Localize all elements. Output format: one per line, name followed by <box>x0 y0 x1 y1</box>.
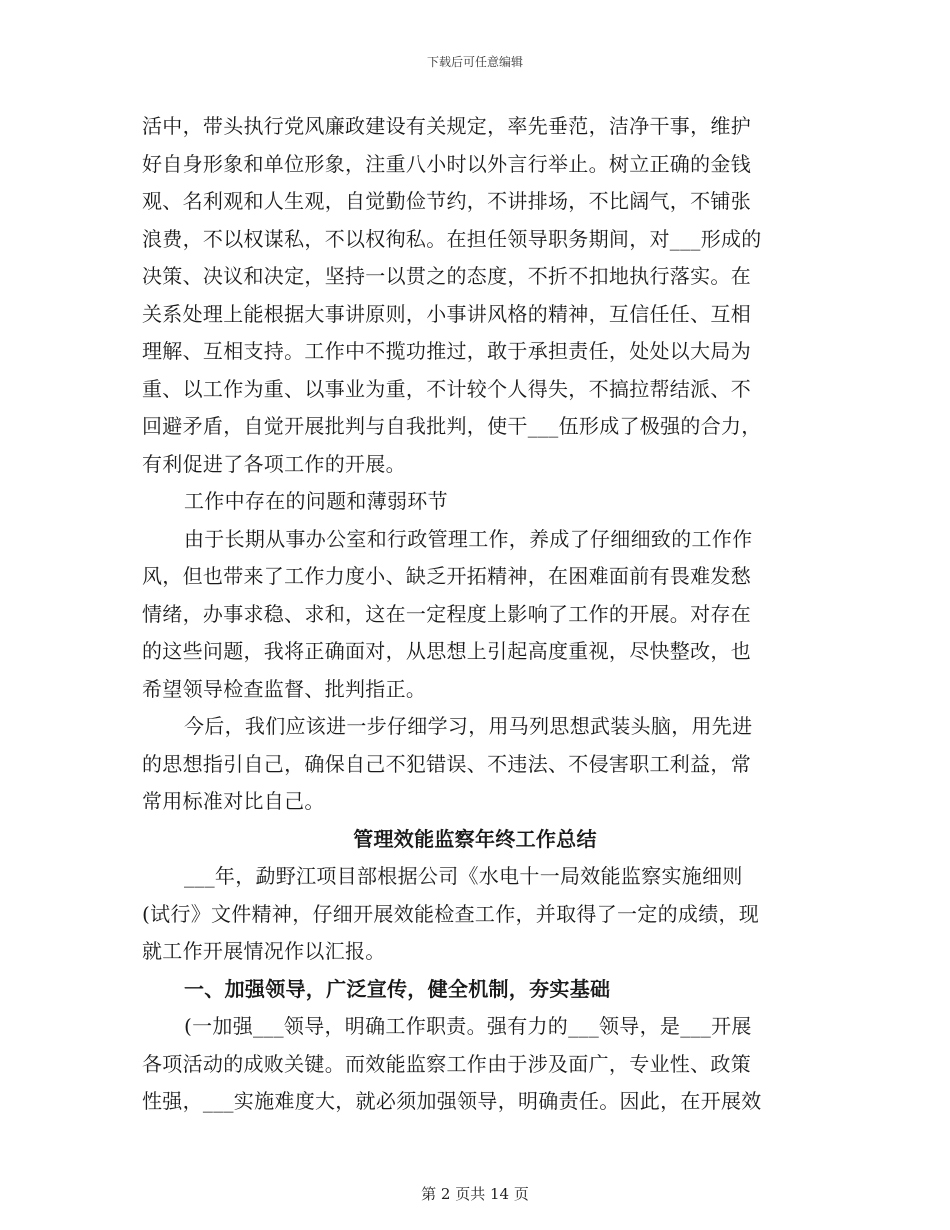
page-header: 下载后可任意编辑 <box>426 55 523 69</box>
text-line: 的这些问题，我将正确面对，从思想上引起高度重视，尽快整改，也 <box>142 639 751 663</box>
document-body <box>142 108 808 1121</box>
text-line: 就工作开展情况作以汇报。 <box>142 939 386 963</box>
text-line: ___年，勐野江项目部根据公司《水电十一局效能监察实施细则 <box>184 864 743 888</box>
text-line: 风，但也带来了工作力度小、缺乏开拓精神，在困难面前有畏难发愁 <box>142 564 751 588</box>
text-line: 活中，带头执行党风廉政建设有关规定，率先垂范，洁净干事，维护 <box>142 114 751 138</box>
text-line: 由于长期从事办公室和行政管理工作，养成了仔细细致的工作作 <box>184 526 753 551</box>
text-line: 常用标准对比自己。 <box>142 789 325 813</box>
text-line: 好自身形象和单位形象，注重八小时以外言行举止。树立正确的金钱 <box>142 151 751 176</box>
page-footer: 第 2 页共 14 页 <box>421 1185 529 1203</box>
text-line: 各项活动的成败关键。而效能监察工作由于涉及面广，专业性、政策 <box>142 1051 751 1076</box>
text-line: (试行》文件精神，仔细开展效能检查工作，并取得了一定的成绩，现 <box>142 901 760 926</box>
text-line: 回避矛盾，自觉开展批判与自我批判，使干___伍形成了极强的合力， <box>142 414 762 438</box>
text-line: 性强，___实施难度大，就必须加强领导，明确责任。因此，在开展效 <box>142 1089 762 1113</box>
text-line: 理解、互相支持。工作中不揽功推过，敢于承担责任，处处以大局为 <box>142 339 751 363</box>
text-line: 观、名利观和人生观，自觉勤俭节约，不讲排场，不比阔气，不铺张 <box>142 189 751 213</box>
text-line: 情绪，办事求稳、求和，这在一定程度上影响了工作的开展。对存在 <box>142 601 751 626</box>
text-line: 关系处理上能根据大事讲原则，小事讲风格的精神，互信任任、互相 <box>142 301 751 326</box>
text-line: 今后，我们应该进一步仔细学习，用马列思想武装头脑，用先进 <box>184 714 753 738</box>
text-line: 的思想指引自己，确保自己不犯错误、不违法、不侵害职工利益，常 <box>142 751 751 776</box>
text-line: 重、以工作为重、以事业为重，不计较个人得失，不搞拉帮结派、不 <box>142 376 751 401</box>
document-title: 管理效能监察年终工作总结 <box>353 826 597 851</box>
text-line: 决策、决议和决定，坚持一以贯之的态度，不折不扣地执行落实。在 <box>142 264 751 288</box>
section-heading: 工作中存在的问题和薄弱环节 <box>184 489 448 513</box>
text-line: 浪费，不以权谋私，不以权徇私。在担任领导职务期间，对___形成的 <box>142 226 762 251</box>
section-heading: 一、加强领导，广泛宣传，健全机制，夯实基础 <box>184 976 611 1001</box>
text-line: 有利促进了各项工作的开展。 <box>142 451 406 476</box>
text-line: 希望领导检查监督、批判指正。 <box>142 676 427 701</box>
text-line: (一加强___领导，明确工作职责。强有力的___领导，是___开展 <box>184 1014 752 1038</box>
